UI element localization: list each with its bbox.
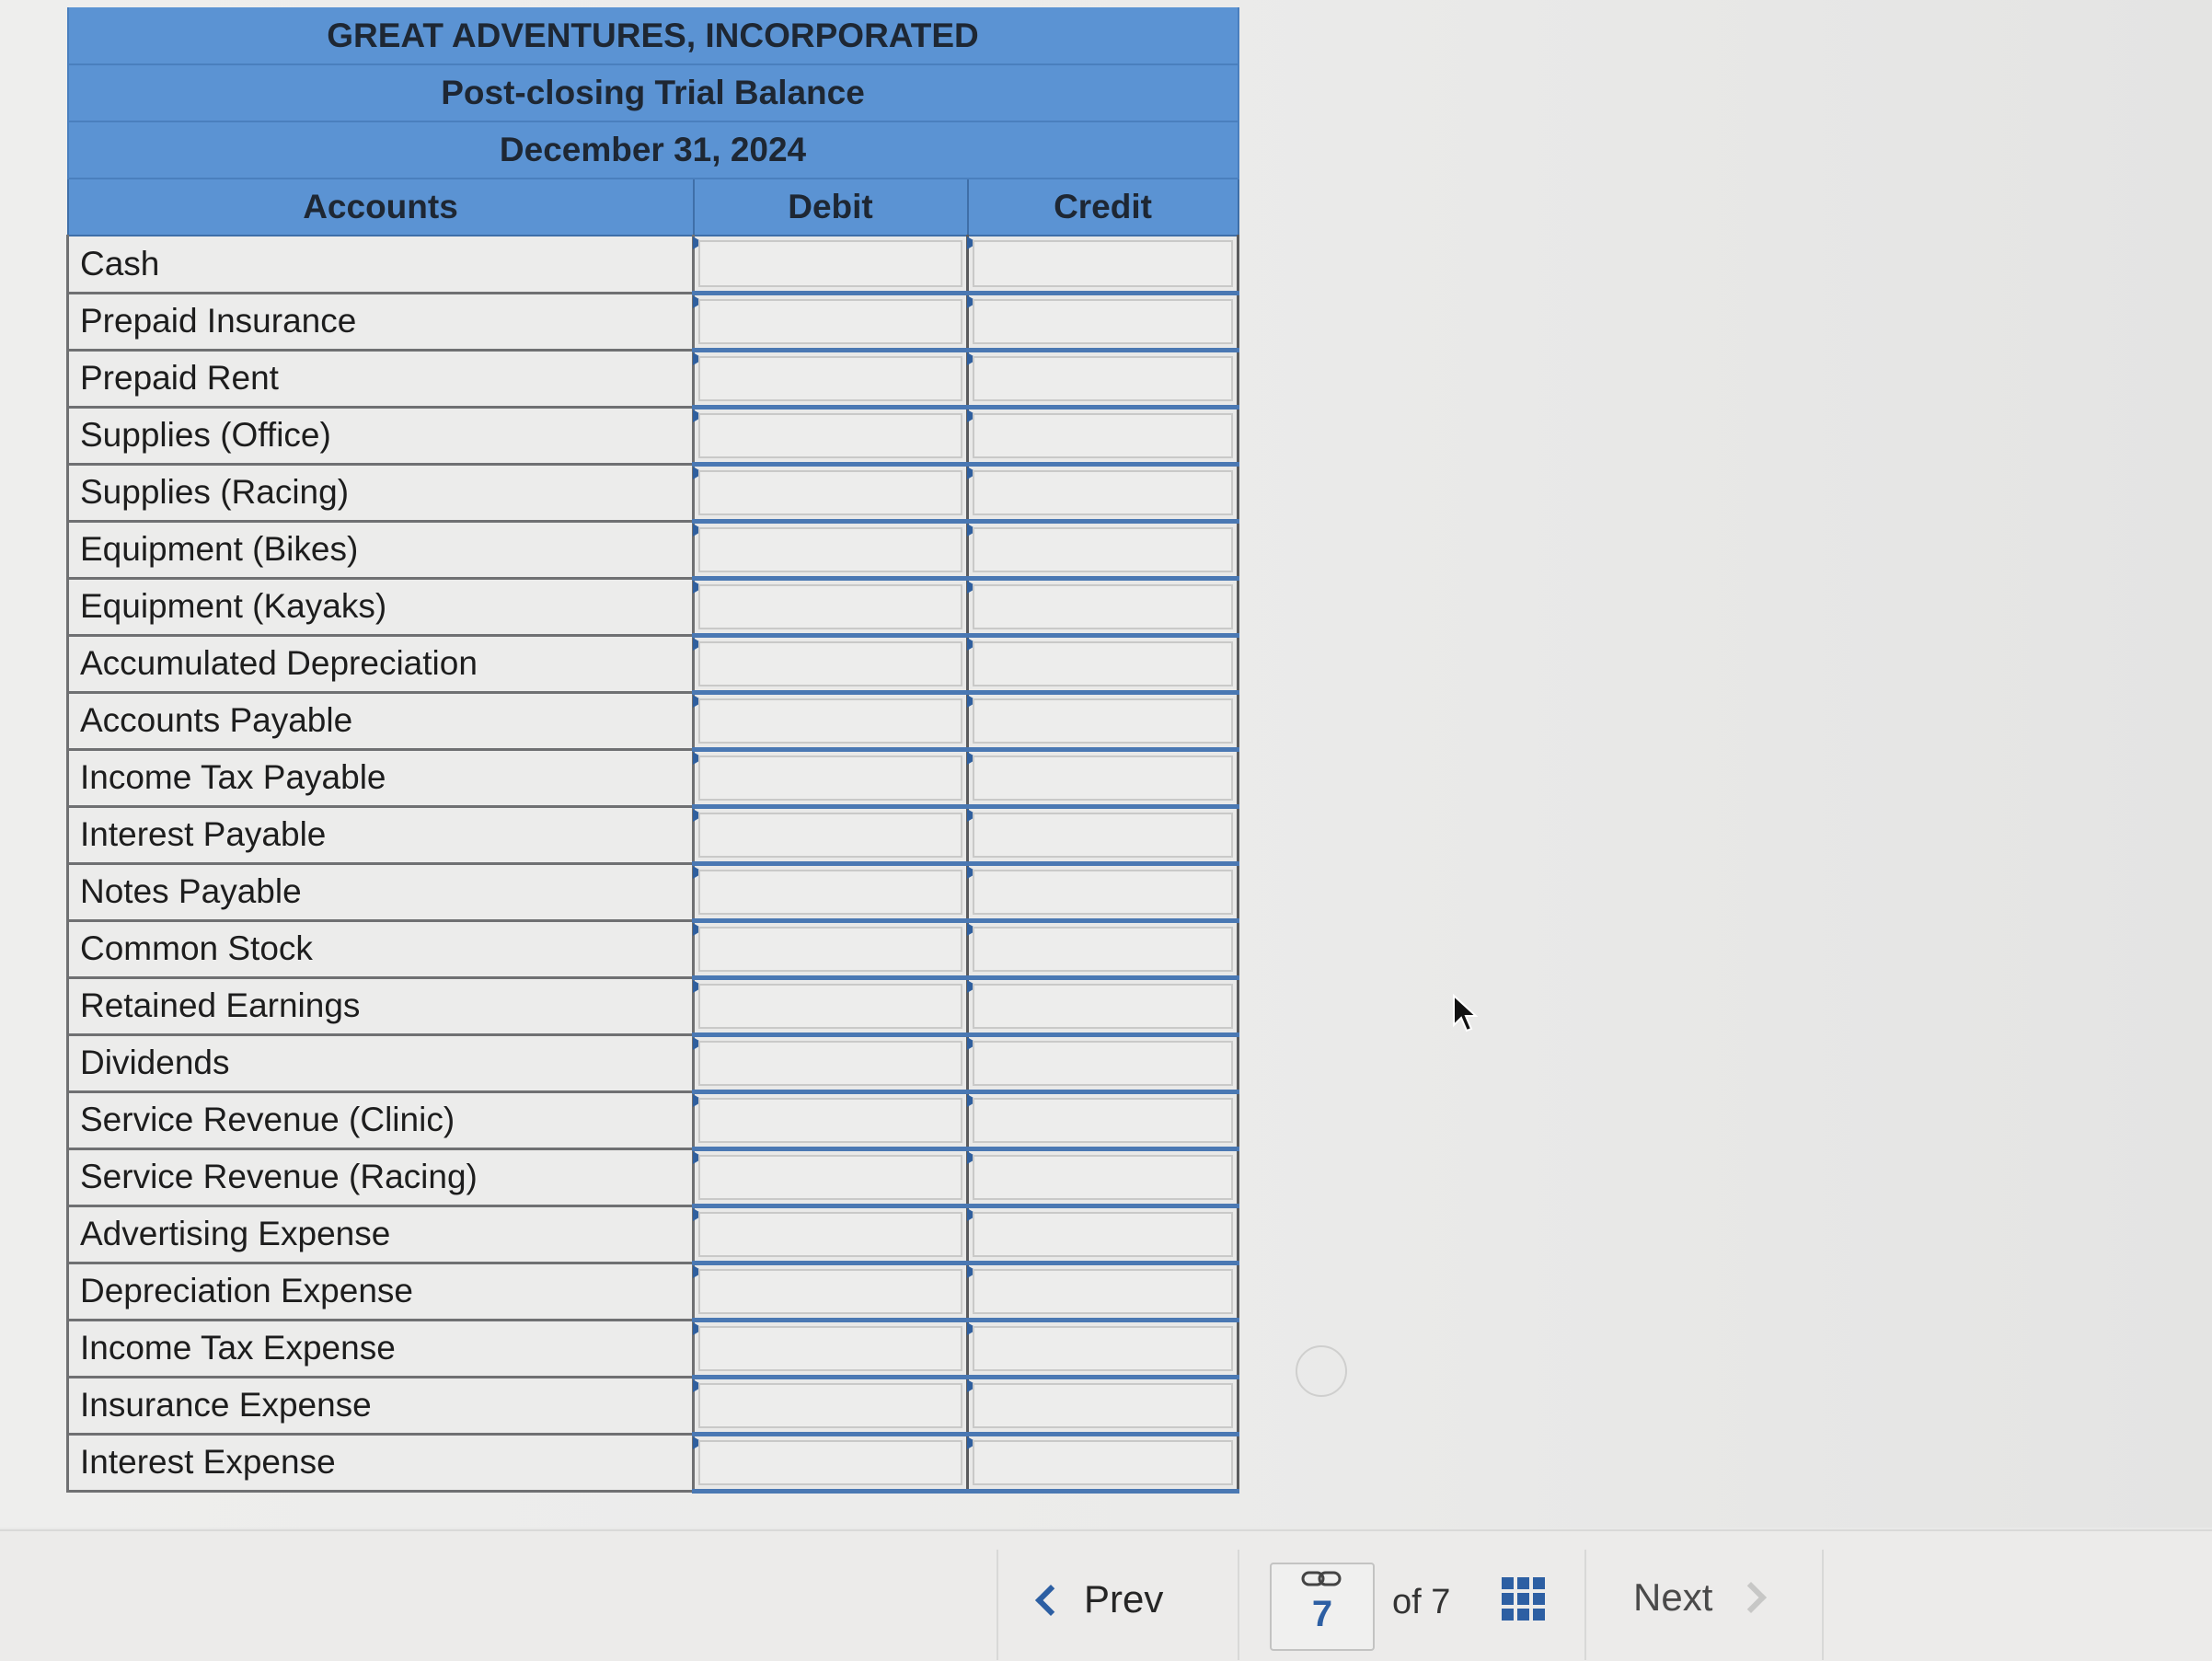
account-name: Income Tax Expense xyxy=(68,1320,694,1377)
debit-column-header: Debit xyxy=(694,179,968,236)
mouse-pointer-icon xyxy=(1452,994,1478,1034)
account-name: Prepaid Insurance xyxy=(68,293,694,350)
debit-input[interactable] xyxy=(698,1269,962,1314)
credit-input[interactable] xyxy=(973,984,1233,1029)
debit-input[interactable] xyxy=(698,1383,962,1428)
debit-input[interactable] xyxy=(698,1098,962,1143)
credit-cell xyxy=(968,407,1238,464)
prev-label: Prev xyxy=(1084,1577,1164,1621)
table-row xyxy=(68,1377,1238,1434)
credit-input[interactable] xyxy=(973,1440,1233,1485)
debit-input[interactable] xyxy=(698,584,962,629)
credit-input[interactable] xyxy=(973,698,1233,744)
debit-cell xyxy=(694,1263,968,1320)
credit-input[interactable] xyxy=(973,584,1233,629)
credit-cell xyxy=(968,236,1238,293)
credit-cell xyxy=(968,806,1238,863)
account-name: Service Revenue (Clinic) xyxy=(68,1091,694,1148)
debit-input[interactable] xyxy=(698,299,962,344)
account-name: Supplies (Racing) xyxy=(68,464,694,521)
debit-input[interactable] xyxy=(698,698,962,744)
grid-icon[interactable] xyxy=(1502,1577,1546,1621)
credit-cell xyxy=(968,920,1238,977)
credit-cell xyxy=(968,1034,1238,1091)
accounts-column-header: Accounts xyxy=(68,179,694,236)
debit-input[interactable] xyxy=(698,927,962,972)
debit-cell xyxy=(694,692,968,749)
debit-cell xyxy=(694,350,968,407)
table-row xyxy=(68,863,1238,920)
table-row xyxy=(68,1320,1238,1377)
credit-input[interactable] xyxy=(973,1098,1233,1143)
account-name: Retained Earnings xyxy=(68,977,694,1034)
account-name: Cash xyxy=(68,236,694,293)
debit-input[interactable] xyxy=(698,356,962,401)
nav-divider xyxy=(997,1550,998,1660)
table-row xyxy=(68,749,1238,806)
chevron-right-icon xyxy=(1735,1582,1767,1613)
credit-input[interactable] xyxy=(973,413,1233,458)
nav-divider xyxy=(1822,1550,1824,1660)
statement-date: December 31, 2024 xyxy=(68,121,1238,179)
table-row xyxy=(68,977,1238,1034)
credit-input[interactable] xyxy=(973,641,1233,686)
account-name: Insurance Expense xyxy=(68,1377,694,1434)
account-name: Accounts Payable xyxy=(68,692,694,749)
table-row xyxy=(68,1091,1238,1148)
prev-button[interactable] xyxy=(1040,1577,1163,1621)
account-name: Advertising Expense xyxy=(68,1205,694,1263)
trial-balance-rows xyxy=(68,236,1238,1491)
table-row xyxy=(68,635,1238,692)
next-button[interactable] xyxy=(1633,1575,1762,1620)
account-name: Dividends xyxy=(68,1034,694,1091)
credit-input[interactable] xyxy=(973,1041,1233,1086)
debit-input[interactable] xyxy=(698,413,962,458)
debit-cell xyxy=(694,1434,968,1491)
credit-cell xyxy=(968,1263,1238,1320)
credit-input[interactable] xyxy=(973,1155,1233,1200)
credit-input[interactable] xyxy=(973,813,1233,858)
credit-cell xyxy=(968,863,1238,920)
debit-input[interactable] xyxy=(698,870,962,915)
account-name: Equipment (Kayaks) xyxy=(68,578,694,635)
trial-balance-table xyxy=(66,7,1239,1494)
debit-cell xyxy=(694,464,968,521)
chevron-left-icon xyxy=(1035,1585,1066,1616)
debit-input[interactable] xyxy=(698,1440,962,1485)
debit-cell xyxy=(694,749,968,806)
debit-cell xyxy=(694,635,968,692)
credit-input[interactable] xyxy=(973,240,1233,287)
debit-cell xyxy=(694,521,968,578)
credit-cell xyxy=(968,1377,1238,1434)
debit-cell xyxy=(694,578,968,635)
credit-input[interactable] xyxy=(973,527,1233,572)
debit-cell xyxy=(694,1377,968,1434)
debit-input[interactable] xyxy=(698,641,962,686)
credit-cell xyxy=(968,521,1238,578)
credit-input[interactable] xyxy=(973,756,1233,801)
debit-input[interactable] xyxy=(698,527,962,572)
credit-cell xyxy=(968,1320,1238,1377)
current-page-number: 7 xyxy=(1311,1594,1333,1634)
debit-input[interactable] xyxy=(698,1041,962,1086)
credit-input[interactable] xyxy=(973,927,1233,972)
table-row xyxy=(68,920,1238,977)
credit-cell xyxy=(968,1091,1238,1148)
debit-cell xyxy=(694,236,968,293)
loading-ring-icon xyxy=(1296,1345,1347,1397)
credit-cell xyxy=(968,1434,1238,1491)
nav-divider xyxy=(1584,1550,1586,1660)
account-name: Accumulated Depreciation xyxy=(68,635,694,692)
credit-cell xyxy=(968,464,1238,521)
credit-input[interactable] xyxy=(973,356,1233,401)
debit-cell xyxy=(694,920,968,977)
debit-cell xyxy=(694,1205,968,1263)
credit-input[interactable] xyxy=(973,1212,1233,1257)
debit-input[interactable] xyxy=(698,1212,962,1257)
account-name: Common Stock xyxy=(68,920,694,977)
table-row xyxy=(68,1034,1238,1091)
account-name: Prepaid Rent xyxy=(68,350,694,407)
account-name: Depreciation Expense xyxy=(68,1263,694,1320)
statement-title: Post-closing Trial Balance xyxy=(68,64,1238,121)
debit-input[interactable] xyxy=(698,813,962,858)
credit-cell xyxy=(968,1205,1238,1263)
credit-cell xyxy=(968,977,1238,1034)
debit-cell xyxy=(694,1091,968,1148)
table-row xyxy=(68,1148,1238,1205)
link-icon xyxy=(1301,1570,1343,1588)
table-row xyxy=(68,1205,1238,1263)
account-name: Service Revenue (Racing) xyxy=(68,1148,694,1205)
debit-cell xyxy=(694,806,968,863)
account-name: Income Tax Payable xyxy=(68,749,694,806)
table-row xyxy=(68,806,1238,863)
debit-input[interactable] xyxy=(698,240,962,287)
table-row xyxy=(68,293,1238,350)
credit-cell xyxy=(968,749,1238,806)
table-row xyxy=(68,350,1238,407)
debit-cell xyxy=(694,293,968,350)
table-row xyxy=(68,578,1238,635)
debit-input[interactable] xyxy=(698,1155,962,1200)
debit-cell xyxy=(694,1148,968,1205)
company-name: GREAT ADVENTURES, INCORPORATED xyxy=(68,7,1238,64)
credit-input[interactable] xyxy=(973,299,1233,344)
next-label: Next xyxy=(1633,1575,1713,1619)
credit-cell xyxy=(968,1148,1238,1205)
debit-input[interactable] xyxy=(698,984,962,1029)
debit-input[interactable] xyxy=(698,756,962,801)
bottom-navigation xyxy=(0,1529,2212,1661)
account-name: Notes Payable xyxy=(68,863,694,920)
debit-cell xyxy=(694,1320,968,1377)
table-row xyxy=(68,521,1238,578)
credit-input[interactable] xyxy=(973,1383,1233,1428)
credit-input[interactable] xyxy=(973,470,1233,515)
credit-cell xyxy=(968,293,1238,350)
credit-input[interactable] xyxy=(973,1269,1233,1314)
table-row xyxy=(68,407,1238,464)
credit-input[interactable] xyxy=(973,1326,1233,1371)
credit-cell xyxy=(968,350,1238,407)
table-row xyxy=(68,236,1238,293)
account-name: Interest Payable xyxy=(68,806,694,863)
page-count: of 7 xyxy=(1392,1583,1451,1621)
table-row xyxy=(68,464,1238,521)
nav-divider xyxy=(1238,1550,1239,1660)
credit-cell xyxy=(968,578,1238,635)
table-row xyxy=(68,1263,1238,1320)
debit-input[interactable] xyxy=(698,1326,962,1371)
debit-input[interactable] xyxy=(698,470,962,515)
table-row xyxy=(68,692,1238,749)
account-name: Supplies (Office) xyxy=(68,407,694,464)
account-name: Interest Expense xyxy=(68,1434,694,1491)
table-row xyxy=(68,1434,1238,1491)
credit-column-header: Credit xyxy=(968,179,1238,236)
credit-input[interactable] xyxy=(973,870,1233,915)
current-page-box[interactable] xyxy=(1270,1563,1375,1651)
debit-cell xyxy=(694,1034,968,1091)
credit-cell xyxy=(968,635,1238,692)
debit-cell xyxy=(694,863,968,920)
debit-cell xyxy=(694,977,968,1034)
account-name: Equipment (Bikes) xyxy=(68,521,694,578)
credit-cell xyxy=(968,692,1238,749)
debit-cell xyxy=(694,407,968,464)
